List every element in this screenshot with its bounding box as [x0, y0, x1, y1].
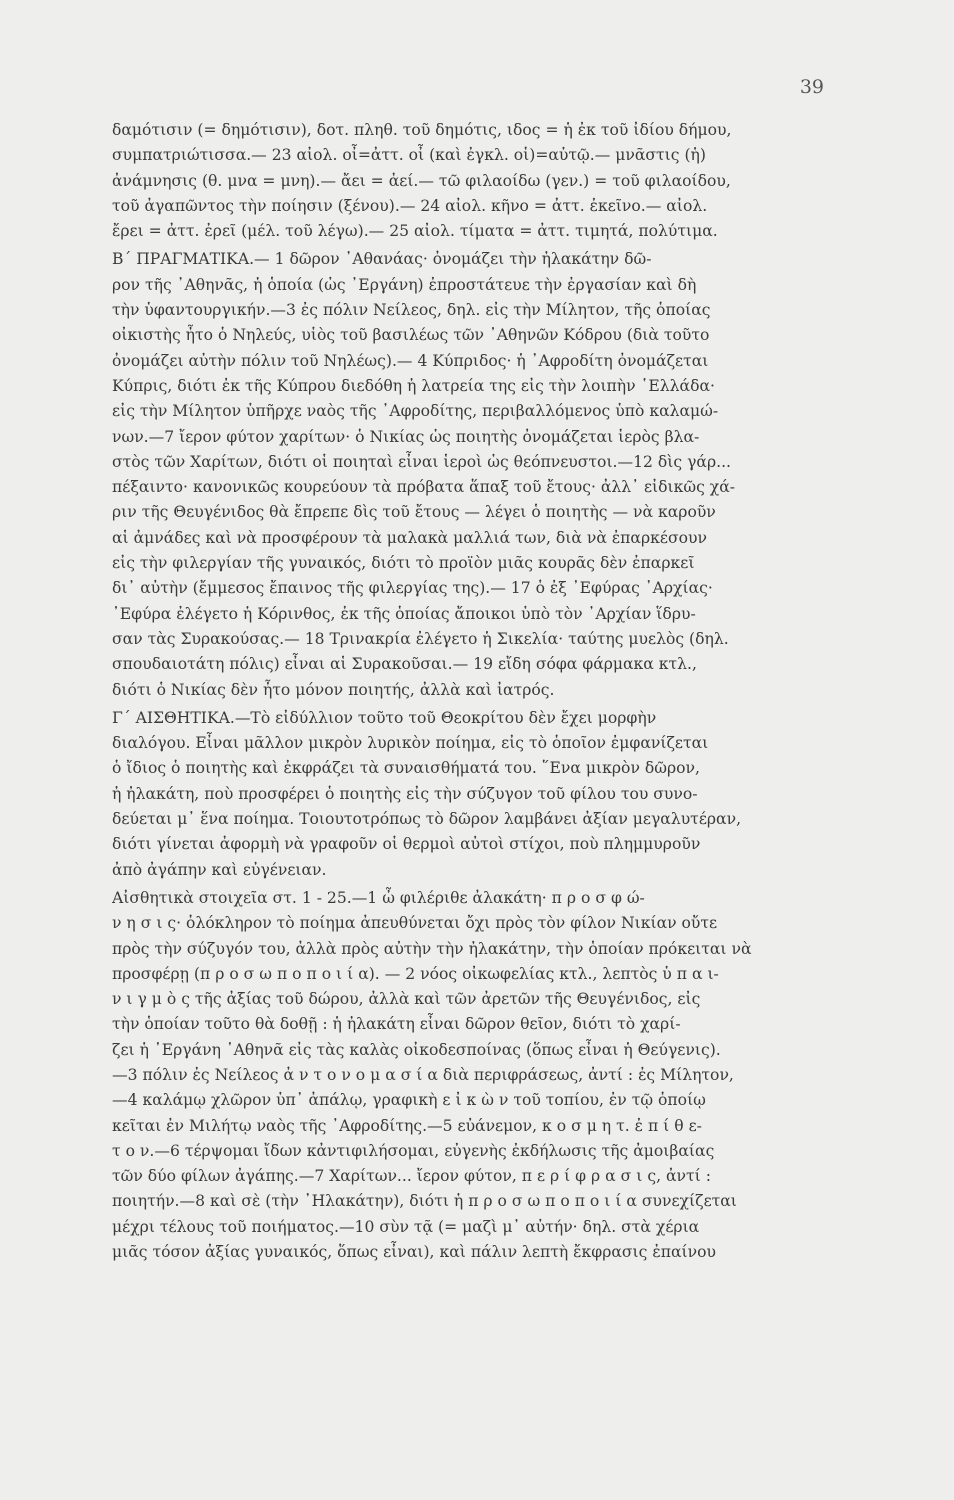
- text-line: μιᾶς τόσον ἀξίας γυναικός, ὅπως εἶναι), καὶ πάλιν λεπτὴ ἔκφρασις ἐπαίνου: [112, 1243, 716, 1262]
- text-line: ἀπὸ ἀγάπην καὶ εὐγένειαν.: [112, 860, 327, 879]
- page-number: 39: [799, 76, 824, 98]
- text-line: κεῖται ἐν Μιλήτῳ ναὸς τῆς ᾿Αφροδίτης.—5 εὐάνεμον, κ ο σ μ η τ. ἐ π ί θ ε-: [112, 1116, 702, 1135]
- text-line: τ ο ν.—6 τέρψομαι ἴδων κἀντιφιλήσομαι, εὐγενὴς ἐκδήλωσις τῆς ἀμοιβαίας: [112, 1141, 715, 1160]
- text-line: στὸς τῶν Χαρίτων, διότι οἱ ποιηταὶ εἶναι ἱεροὶ ὡς θεόπνευστοι.—12 δὶς γάρ...: [112, 452, 731, 471]
- text-line: διότι ὁ Νικίας δὲν ἦτο μόνον ποιητής, ἀλλὰ καὶ ἰατρός.: [112, 680, 555, 699]
- text-line: —3 πόλιν ἐς Νείλεος ἀ ν τ ο ν ο μ α σ ί α διὰ περιφράσεως, ἀντί : ἐς Μίλητον,: [112, 1065, 734, 1084]
- text-line: οἰκιστὴς ἦτο ὁ Νηλεύς, υἱὸς τοῦ βασιλέως τῶν ᾿Αθηνῶν Κόδρου (διὰ τοῦτο: [112, 326, 710, 345]
- text-line: προσφέρῃ (π ρ ο σ ω π ο π ο ι ί α). — 2 νόος οἰκωφελίας κτλ., λεπτὸς ὑ π α ι-: [112, 964, 719, 983]
- text-line: ἀνάμνησις (θ. μνα = μνη).— ἄει = ἀεί.— τῶ φιλαοίδω (γεν.) = τοῦ φιλαοίδου,: [112, 171, 731, 190]
- text-line: σαν τὰς Συρακούσας.— 18 Τρινακρία ἐλέγετο ἡ Σικελία· ταύτης μυελὸς (δηλ.: [112, 629, 729, 648]
- text-line: τοῦ ἀγαπῶντος τὴν ποίησιν (ξένου).— 24 αἰολ. κῆνο = ἀττ. ἐκεῖνο.— αἰολ.: [112, 196, 708, 215]
- text-line: δαμότισιν (= δημότισιν), δοτ. πληθ. τοῦ δημότις, ιδος = ἡ ἐκ τοῦ ἰδίου δήμου,: [112, 121, 732, 139]
- text-line: ποιητήν.—8 καὶ σὲ (τὴν ᾿Ηλακάτην), διότι ἡ π ρ ο σ ω π ο π ο ι ί α συνεχίζεται: [112, 1192, 737, 1211]
- text-line: διαλόγου. Εἶναι μᾶλλον μικρὸν λυρικὸν ποίημα, εἰς τὸ ὁποῖον ἐμφανίζεται: [112, 734, 709, 753]
- text-line: σπουδαιοτάτη πόλις) εἶναι αἱ Συρακοῦσαι.— 19 εἴδη σόφα φάρμακα κτλ.,: [112, 655, 697, 674]
- text-line: Κύπρις, διότι ἐκ τῆς Κύπρου διεδόθη ἡ λατρεία της εἰς τὴν λοιπὴν ῾Ελλάδα·: [112, 376, 715, 395]
- text-line: συμπατριώτισσα.— 23 αἰολ. οἶ=ἀττ. οἶ (καὶ ἐγκλ. οἱ)=αὐτῷ.— μνᾶστις (ἡ): [112, 146, 706, 165]
- text-line: τῶν δύο φίλων ἀγάπης.—7 Χαρίτων... ἴερον φύτον, π ε ρ ί φ ρ α σ ι ς, ἀντί :: [112, 1167, 711, 1186]
- text-line: δεύεται μ᾿ ἕνα ποίημα. Τοιουτοτρόπως τὸ δῶρον λαμβάνει ἀξίαν μεγαλυτέραν,: [112, 810, 742, 829]
- text-line: ριν τῆς Θευγένιδος θὰ ἔπρεπε δὶς τοῦ ἔτους — λέγει ὁ ποιητὴς — νὰ καροῦν: [112, 503, 716, 522]
- text-line: εἰς τὴν Μίλητον ὑπῆρχε ναὸς τῆς ᾿Αφροδίτης, περιβαλλόμενος ὑπὸ καλαμώ-: [112, 402, 719, 421]
- text-line: μέχρι τέλους τοῦ ποιήματος.—10 σὺν τᾷ (= μαζὶ μ᾿ αὐτήν· δηλ. στὰ χέρια: [112, 1217, 700, 1236]
- text-line: ζει ἡ ᾿Εργάνη ᾿Αθηνᾶ εἰς τὰς καλὰς οἰκοδεσποίνας (ὅπως εἶναι ἡ Θεύγενις).: [112, 1040, 721, 1059]
- text-line: πρὸς τὴν σύζυγόν του, ἀλλὰ πρὸς αὐτὴν τὴν ἠλακάτην, τὴν ὁποίαν πρόκειται νὰ: [112, 939, 752, 958]
- section-heading-pragmatika: Β΄ ΠΡΑΓΜΑΤΙΚΑ.— 1 δῶρον ᾿Αθανάας· ὀνομάζει τὴν ἠλακάτην δῶ-: [112, 250, 652, 269]
- section-heading-aisthitika: Γ΄ ΑΙΣΘΗΤΙΚΑ.—Τὸ εἰδύλλιον τοῦτο τοῦ Θεοκρίτου δὲν ἔχει μορφὴν: [112, 708, 657, 727]
- text-line: ὁ ἴδιος ὁ ποιητὴς καὶ ἐκφράζει τὰ συναισθήματά του. ῞Ενα μικρὸν δῶρον,: [112, 759, 700, 778]
- text-line: πέξαιντο· κανονικῶς κουρεύουν τὰ πρόβατα ἅπαξ τοῦ ἔτους· ἀλλ᾿ εἰδικῶς χά-: [112, 478, 736, 497]
- text-line: —4 καλάμῳ χλῶρον ὑπ᾿ ἀπάλῳ, γραφικὴ ε ἰ κ ὼ ν τοῦ τοπίου, ἐν τῷ ὁποίῳ: [112, 1091, 706, 1110]
- text-line: ἔρει = ἀττ. ἐρεῖ (μέλ. τοῦ λέγω).— 25 αἰολ. τίματα = ἀττ. τιμητά, πολύτιμα.: [112, 222, 718, 241]
- section-heading-aesthetic-elements: Αἰσθητικὰ στοιχεῖα στ. 1 - 25.—1 ὦ φιλέριθε ἀλακάτη· π ρ ο σ φ ώ-: [112, 888, 645, 907]
- text-line: εἰς τὴν φιλεργίαν τῆς γυναικός, διότι τὸ προϊὸν μιᾶς κουρᾶς δὲν ἐπαρκεῖ: [112, 554, 695, 573]
- text-line: ρον τῆς ᾿Αθηνᾶς, ἡ ὁποία (ὡς ᾿Εργάνη) ἐπροστάτευε τὴν ἐργασίαν καὶ δὴ: [112, 275, 697, 294]
- text-line: ᾿Εφύρα ἐλέγετο ἡ Κόρινθος, ἐκ τῆς ὁποίας ἄποικοι ὑπὸ τὸν ᾿Αρχίαν ἵδρυ-: [112, 604, 696, 623]
- text-line: διότι γίνεται ἀφορμὴ νὰ γραφοῦν οἱ θερμοὶ αὐτοὶ στίχοι, ποὺ πλημμυροῦν: [112, 835, 701, 854]
- text-line: τὴν ὁποίαν τοῦτο θὰ δοθῇ : ἡ ἠλακάτη εἶναι δῶρον θεῖον, διότι τὸ χαρί-: [112, 1015, 681, 1034]
- text-line: δι᾿ αὐτὴν (ἔμμεσος ἔπαινος τῆς φιλεργίας της).— 17 ὁ ἐξ ᾿Εφύρας ᾿Αρχίας·: [112, 579, 713, 598]
- text-line: αἱ ἀμνάδες καὶ νὰ προσφέρουν τὰ μαλακὰ μαλλιά των, διὰ νὰ ἐπαρκέσουν: [112, 528, 707, 547]
- text-line: ἡ ἠλακάτη, ποὺ προσφέρει ὁ ποιητὴς εἰς τὴν σύζυγον τοῦ φίλου του συνο-: [112, 784, 698, 803]
- text-line: τὴν ὑφαντουργικήν.—3 ἐς πόλιν Νείλεος, δηλ. εἰς τὴν Μίλητον, τῆς ὁποίας: [112, 301, 711, 320]
- text-line: ὀνομάζει αὐτὴν πόλιν τοῦ Νηλέως).— 4 Κύπριδος· ἡ ᾿Αφροδίτη ὀνομάζεται: [112, 351, 709, 370]
- page-body-text: [112, 118, 824, 1265]
- text-line: νων.—7 ἴερον φύτον χαρίτων· ὁ Νικίας ὡς ποιητὴς ὀνομάζεται ἱερὸς βλα-: [112, 427, 700, 446]
- text-line: ν η σ ι ς· ὁλόκληρον τὸ ποίημα ἀπευθύνεται ὄχι πρὸς τὸν φίλον Νικίαν οὔτε: [112, 914, 718, 933]
- text-line: ν ι γ μ ὸ ς τῆς ἀξίας τοῦ δώρου, ἀλλὰ καὶ τῶν ἀρετῶν τῆς Θευγένιδος, εἰς: [112, 990, 701, 1009]
